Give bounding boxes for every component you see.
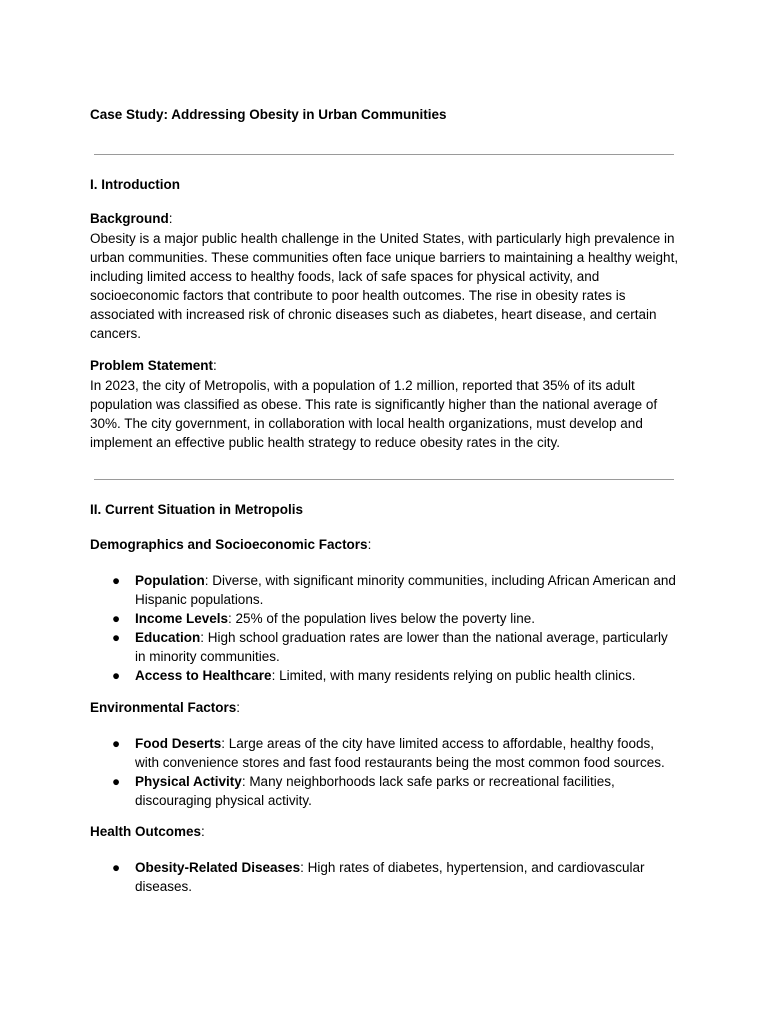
divider-2 <box>94 479 674 480</box>
bullet-icon: ● <box>112 736 121 751</box>
bullet-icon: ● <box>112 774 121 789</box>
list-item <box>90 666 680 685</box>
list-item-term: Physical Activity <box>135 774 242 789</box>
bullet-icon: ● <box>112 860 121 875</box>
list-item-text: : Limited, with many residents relying on public health clinics. <box>271 668 636 683</box>
section-1-heading: I. Introduction <box>90 177 180 192</box>
list-item-term: Food Deserts <box>135 736 222 751</box>
demographics-label <box>90 537 371 552</box>
list-item-text: : High school graduation rates are lower than the national average, particularly in minority communities. <box>135 630 668 664</box>
background-colon: : <box>168 211 173 226</box>
bullet-icon: ● <box>112 630 121 645</box>
document-title: Case Study: Addressing Obesity in Urban Communities <box>90 107 447 122</box>
environmental-label-text: Environmental Factors <box>90 700 237 715</box>
demographics-colon: : <box>367 537 372 552</box>
environmental-colon: : <box>236 700 241 715</box>
demographics-list <box>90 571 680 685</box>
background-paragraph: Obesity is a major public health challenge in the United States, with particularly high prevalence in urban communities. These communities often face unique barriers to maintaining a healthy weight, including limited access to healthy foods, lack of safe spaces for physical activity, and socioeconomic factors that contribute to poor health outcomes. The rise in obesity rates is associated with increased risk of chronic diseases such as diabetes, heart disease, and certain cancers. <box>90 231 679 341</box>
health-outcomes-label-text: Health Outcomes <box>90 824 202 839</box>
environmental-list <box>90 734 680 810</box>
health-outcomes-colon: : <box>201 824 205 839</box>
health-outcomes-list <box>90 858 680 896</box>
health-outcomes-label <box>90 824 205 839</box>
problem-label <box>90 358 217 373</box>
list-item-term: Income Levels <box>135 611 229 626</box>
list-item-text: : High rates of diabetes, hypertension, and cardiovascular diseases. <box>135 860 645 894</box>
list-item-text: : Many neighborhoods lack safe parks or recreational facilities, discouraging physical activity. <box>135 774 615 808</box>
demographics-label-text: Demographics and Socioeconomic Factors <box>90 537 368 552</box>
list-item <box>90 628 680 666</box>
environmental-label <box>90 700 240 715</box>
list-item-text: : Diverse, with significant minority communities, including African American and Hispanic populations. <box>135 573 676 607</box>
list-item-text: : Large areas of the city have limited access to affordable, healthy foods, with convenience stores and fast food restaurants being the most common food sources. <box>135 736 665 770</box>
list-item <box>90 734 680 772</box>
list-item <box>90 772 680 810</box>
problem-colon: : <box>213 358 217 373</box>
divider-1 <box>94 154 674 155</box>
list-item-term: Access to Healthcare <box>135 668 272 683</box>
problem-paragraph: In 2023, the city of Metropolis, with a population of 1.2 million, reported that 35% of its adult population was classified as obese. This rate is significantly higher than the national average of 30%. The city government, in collaboration with local health organizations, must develop and implement an effective public health strategy to reduce obesity rates in the city. <box>90 378 658 450</box>
section-2-heading: II. Current Situation in Metropolis <box>90 502 304 517</box>
bullet-icon: ● <box>112 611 121 626</box>
list-item-term: Education <box>135 630 201 645</box>
list-item-term: Obesity-Related Diseases <box>135 860 301 875</box>
list-item-term: Population <box>135 573 205 588</box>
list-item <box>90 609 680 628</box>
problem-label-text: Problem Statement <box>90 358 214 373</box>
bullet-icon: ● <box>112 573 121 588</box>
bullet-icon: ● <box>112 668 121 683</box>
list-item <box>90 858 680 896</box>
list-item <box>90 571 680 609</box>
background-label <box>90 211 173 226</box>
list-item-text: : 25% of the population lives below the poverty line. <box>228 611 535 626</box>
background-label-text: Background <box>90 211 169 226</box>
